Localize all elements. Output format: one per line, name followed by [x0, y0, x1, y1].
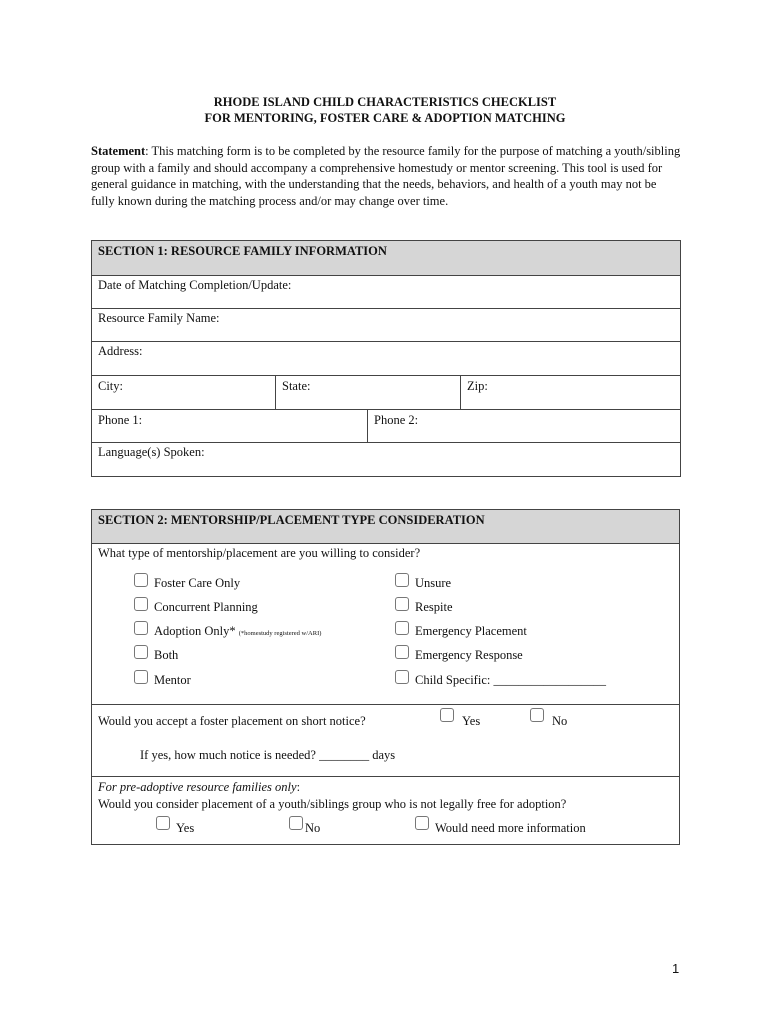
preadoptive-colon: :: [296, 780, 301, 794]
statement-paragraph: [91, 143, 681, 209]
option-label: Concurrent Planning: [154, 600, 258, 614]
checkbox-respite[interactable]: [395, 597, 409, 611]
option-label: Emergency Response: [415, 648, 523, 662]
checkbox-preadoptive-more-info[interactable]: [415, 816, 429, 830]
checkbox-preadoptive-no[interactable]: [289, 816, 303, 830]
short-notice-question: Would you accept a foster placement on short notice?: [98, 714, 366, 728]
section1-heading: SECTION 1: RESOURCE FAMILY INFORMATION: [92, 241, 681, 276]
option-label: Both: [154, 648, 179, 662]
checkbox-short-notice-yes[interactable]: [440, 708, 454, 722]
language-label: Language(s) Spoken:: [98, 445, 205, 459]
adoption-note: (*homestudy registered w/ARI): [238, 630, 322, 637]
checkbox-emergency-placement[interactable]: [395, 621, 409, 635]
checkbox-preadoptive-yes[interactable]: [156, 816, 170, 830]
statement-text: : This matching form is to be completed by the resource family for the purpose of matching a youth/sibling group with a family and should accompany a comprehensive homestudy or mentor screening. This tool is used for general guidance in matching, with the understanding that the needs, behaviors, and health of a youth may not be fully known during the matching process and/or may change over time.: [91, 144, 681, 208]
checkbox-short-notice-no[interactable]: [530, 708, 544, 722]
checkbox-concurrent-planning[interactable]: [134, 597, 148, 611]
zip-label: Zip:: [467, 379, 488, 393]
phone1-label: Phone 1:: [98, 413, 143, 427]
option-label: Unsure: [415, 576, 452, 590]
city-field[interactable]: [92, 376, 276, 410]
address-label: Address:: [98, 344, 143, 358]
pa-yes-label: Yes: [176, 821, 195, 835]
option-label: Emergency Placement: [415, 624, 527, 638]
phone2-label: Phone 2:: [374, 413, 419, 427]
date-completion-field[interactable]: [92, 276, 681, 309]
checkbox-child-specific[interactable]: [395, 670, 409, 684]
language-field[interactable]: [92, 443, 681, 477]
checkbox-mentor[interactable]: [134, 670, 148, 684]
checkbox-foster-care-only[interactable]: [134, 573, 148, 587]
yes-label: Yes: [462, 714, 481, 728]
section1-table: [91, 240, 681, 477]
preadoptive-intro-line: [98, 780, 300, 795]
state-label: State:: [282, 379, 311, 393]
phone2-field[interactable]: [368, 410, 681, 443]
placement-question: What type of mentorship/placement are you willing to consider?: [98, 546, 421, 560]
family-name-field[interactable]: [92, 309, 681, 342]
preadoptive-intro: For pre-adoptive resource families only: [98, 780, 297, 794]
preadoptive-question: Would you consider placement of a youth/siblings group who is not legally free for adoption?: [98, 797, 567, 811]
checkbox-emergency-response[interactable]: [395, 645, 409, 659]
option-label: Respite: [415, 600, 453, 614]
city-label: City:: [98, 379, 124, 393]
section2-heading: SECTION 2: MENTORSHIP/PLACEMENT TYPE CONSIDERATION: [92, 510, 680, 544]
checkbox-both[interactable]: [134, 645, 148, 659]
checkbox-unsure[interactable]: [395, 573, 409, 587]
date-completion-label: Date of Matching Completion/Update:: [98, 278, 292, 292]
form-title-line1: RHODE ISLAND CHILD CHARACTERISTICS CHECKLIST: [213, 95, 557, 109]
address-field[interactable]: [92, 342, 681, 376]
phone1-field[interactable]: [92, 410, 368, 443]
page-number: 1: [672, 961, 680, 976]
form-title-line2: FOR MENTORING, FOSTER CARE & ADOPTION MATCHING: [204, 111, 566, 125]
no-label: No: [552, 714, 568, 728]
zip-field[interactable]: [461, 376, 681, 410]
pa-more-info-label: Would need more information: [435, 821, 586, 835]
notice-followup: If yes, how much notice is needed? ________ days: [140, 748, 396, 762]
pa-no-label: No: [305, 821, 321, 835]
checkbox-adoption-only[interactable]: [134, 621, 148, 635]
option-label: Mentor: [154, 673, 191, 687]
option-label: Foster Care Only: [154, 576, 241, 590]
state-field[interactable]: [276, 376, 461, 410]
option-label: Child Specific: __________________: [415, 673, 606, 687]
statement-label: Statement: [91, 144, 146, 158]
option-label: Adoption Only*: [154, 624, 236, 638]
family-name-label: Resource Family Name:: [98, 311, 220, 325]
